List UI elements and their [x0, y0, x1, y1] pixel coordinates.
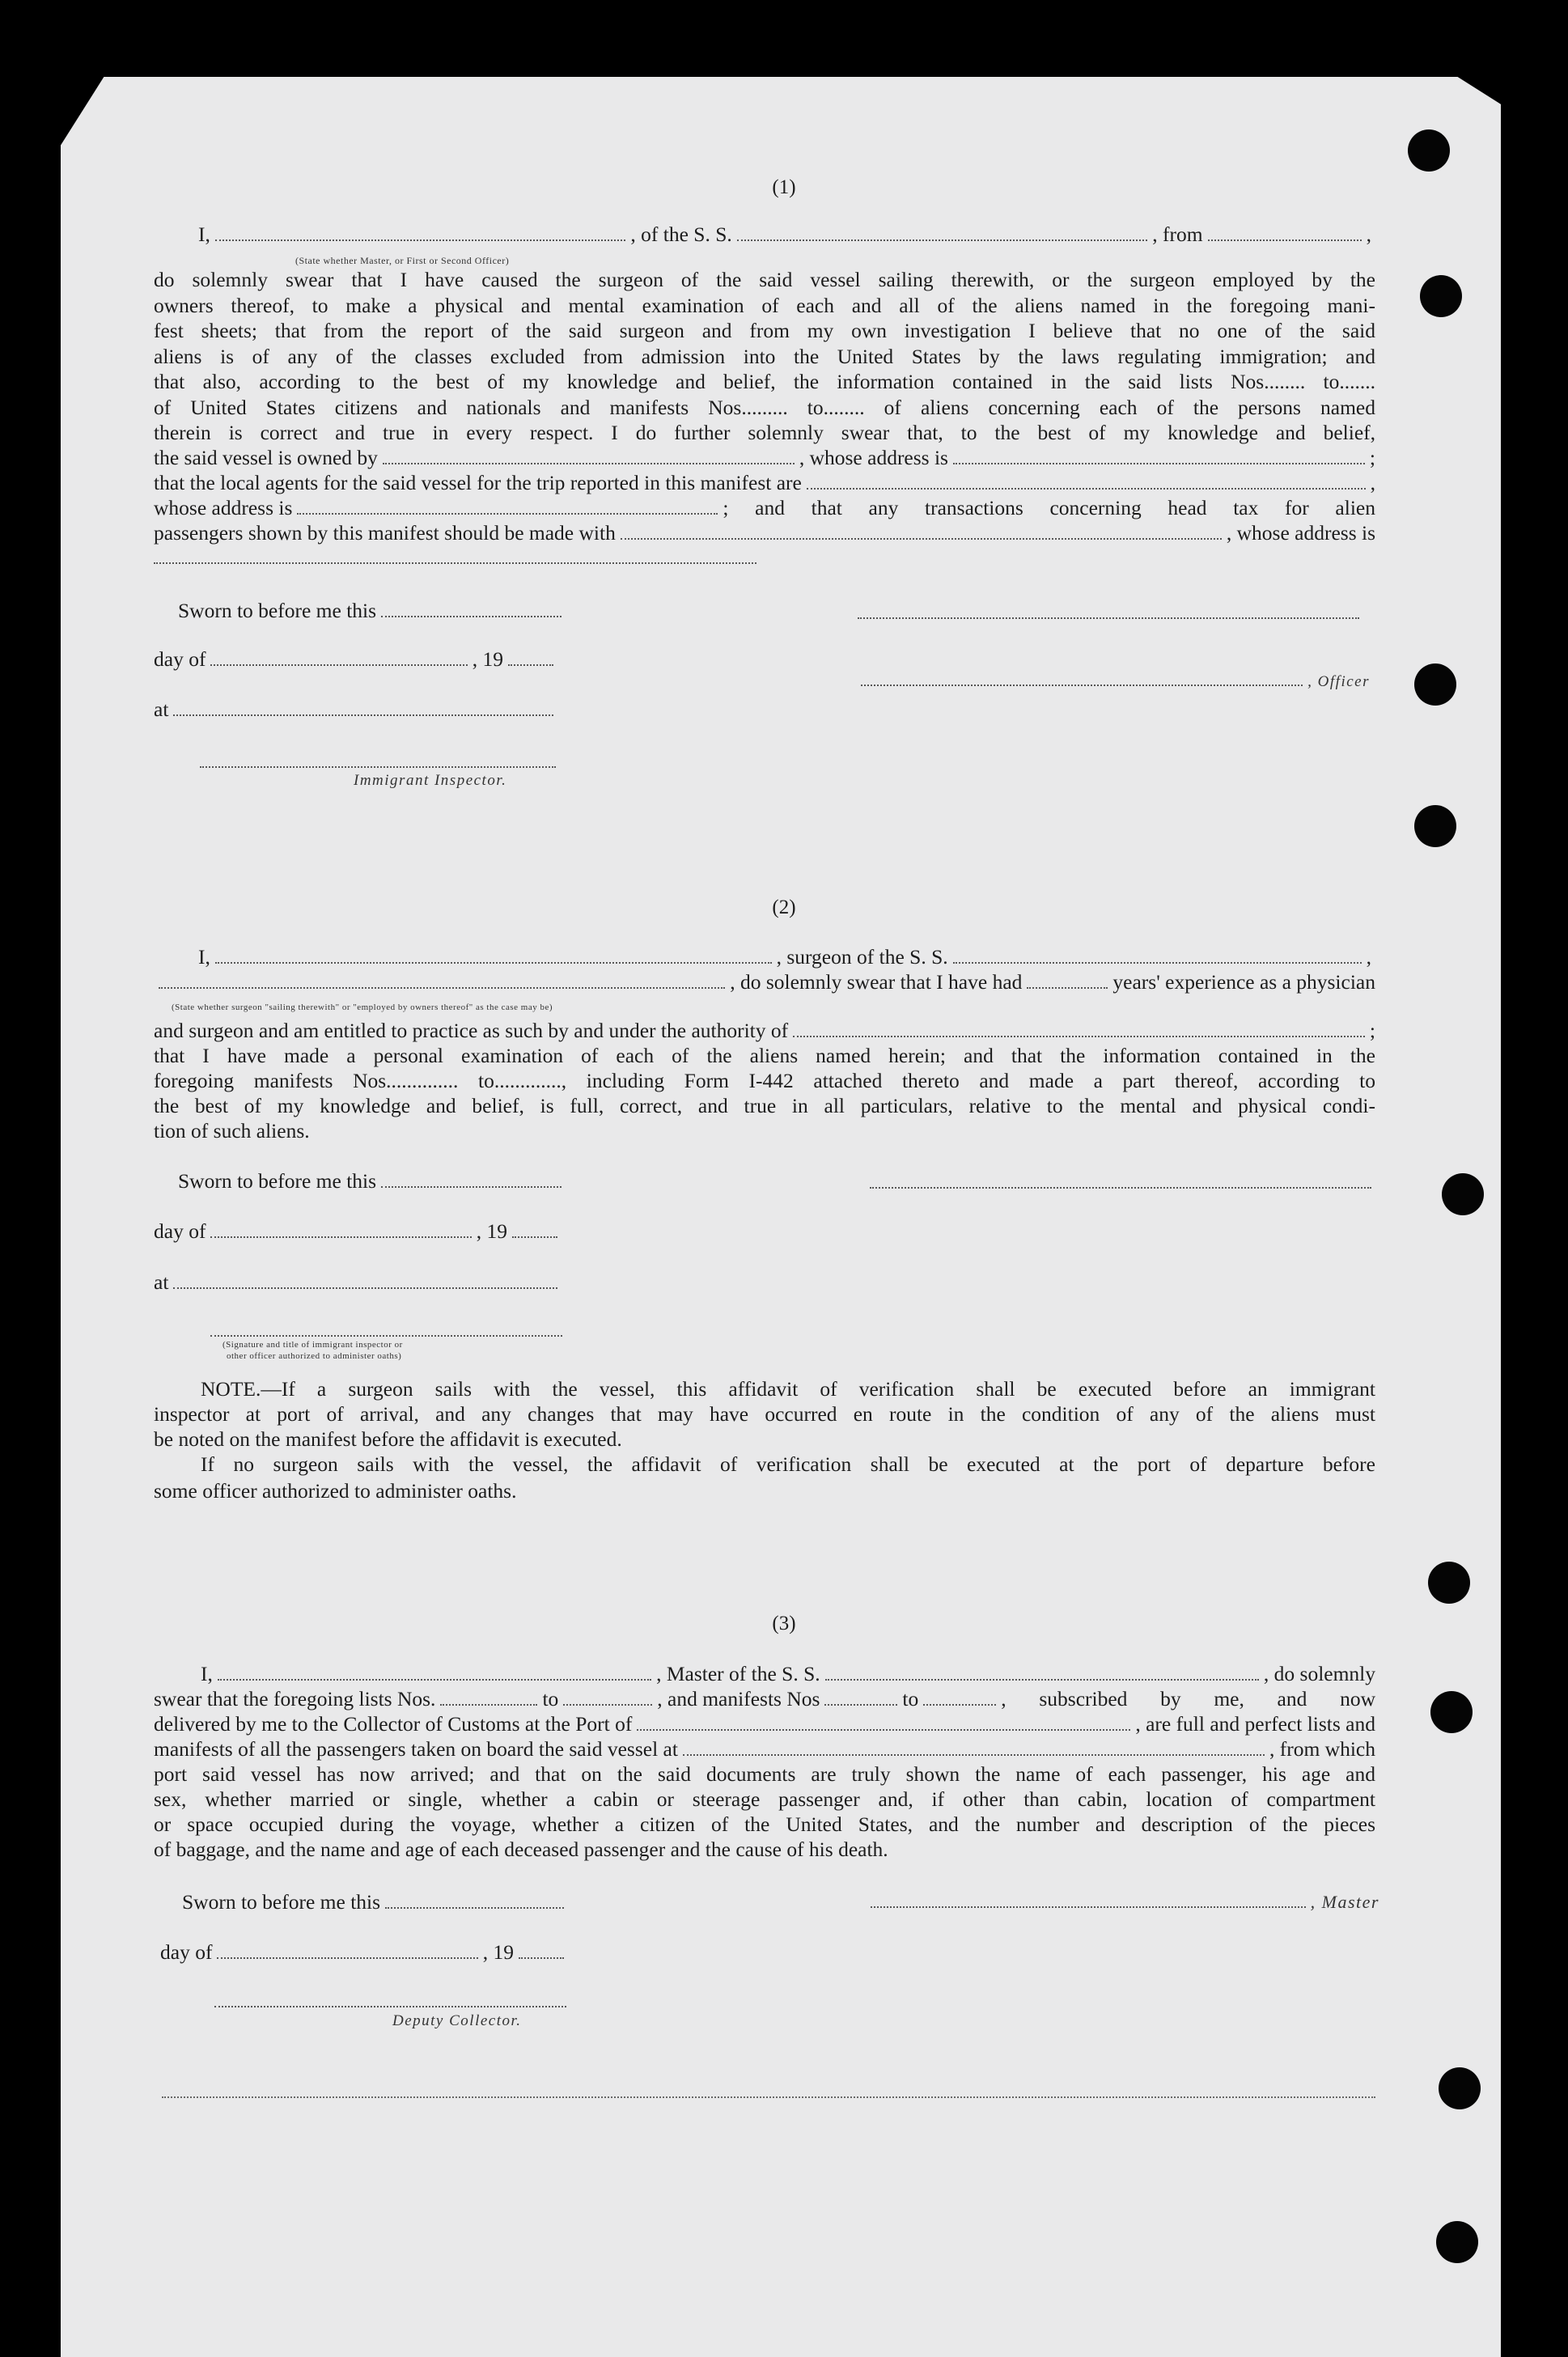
s2-text: I, [198, 945, 210, 969]
s2-text: , [1366, 945, 1371, 969]
oath-caption-2: other officer authorized to administer oaths) [227, 1351, 402, 1361]
s2-day-line [154, 1219, 562, 1244]
officer-signature-top[interactable] [858, 617, 1359, 619]
at-place-field[interactable] [173, 698, 553, 716]
s2-text: , do solemnly swear that I have had [730, 970, 1023, 994]
day-field[interactable] [210, 1220, 471, 1238]
s3-text: , are full and perfect lists and [1135, 1712, 1375, 1736]
s1-text: ; and that any transactions concerning head tax for alien [723, 496, 1375, 519]
punch-hole [1420, 275, 1462, 317]
s2-line-3 [154, 1019, 1375, 1043]
surgeon-caption: (State whether surgeon "sailing therewith" or "employed by owners thereof" as the case may be) [172, 1003, 553, 1012]
punch-hole [1414, 663, 1456, 706]
s2-text: , 19 [476, 1219, 507, 1243]
s1-day-line [154, 647, 558, 672]
s3-line-2 [154, 1687, 1375, 1711]
at-place-field[interactable] [173, 1271, 557, 1289]
s3-text-line: of baggage, and the name and age of each deceased passenger and the cause of his death. [154, 1838, 888, 1861]
s2-text-line: foregoing manifests Nos.............. to............., including Form I-442 attached thereto and made a part thereof, according to [154, 1069, 1375, 1092]
s1-line-1 [198, 223, 1371, 247]
note-line: some officer authorized to administer oaths. [154, 1479, 517, 1503]
oath-caption-1: (Signature and title of immigrant inspector or [222, 1340, 403, 1350]
s3-text: to [542, 1687, 559, 1711]
s1-text-line: therein is correct and true in every respect. I do further solemnly swear that, to the best of my knowledge and belief, [154, 421, 1375, 444]
master-name-field[interactable] [218, 1663, 651, 1681]
collector-signature-field[interactable] [214, 2006, 566, 2007]
head-tax-agent-field[interactable] [621, 522, 1222, 540]
s3-line-4 [154, 1737, 1375, 1761]
s1-text: Sworn to before me this [178, 599, 377, 622]
s3-text: I, [201, 1662, 213, 1685]
owner-address-field[interactable] [953, 447, 1365, 464]
punch-hole [1430, 1691, 1473, 1733]
surgeon-vessel-field[interactable] [953, 946, 1362, 964]
s1-text: I, [198, 223, 210, 246]
s1-text: , from [1152, 223, 1203, 246]
s3-text: delivered by me to the Collector of Customs at the Port of [154, 1712, 633, 1736]
officer-label: , Officer [1307, 673, 1370, 690]
s3-text: swear that the foregoing lists Nos. [154, 1687, 436, 1711]
s1-whose-line [154, 496, 1375, 520]
years-experience-field[interactable] [1027, 971, 1108, 989]
s2-text: at [154, 1270, 169, 1294]
s1-text-line: do solemnly swear that I have caused the surgeon of the said vessel sailing therewith, or the surgeon employed by the [154, 268, 1375, 291]
s1-agents-line [154, 471, 1375, 495]
s2-text: and surgeon and am entitled to practice as such by and under the authority of [154, 1019, 789, 1042]
s1-owner-line [154, 446, 1375, 470]
s1-text: the said vessel is owned by [154, 446, 378, 469]
owner-field[interactable] [383, 447, 795, 464]
sworn-date-field[interactable] [381, 1170, 562, 1188]
rank-caption: (State whether Master, or First or Second Officer) [295, 255, 510, 266]
s1-text: , of the S. S. [630, 223, 732, 246]
note-line: inspector at port of arrival, and any changes that may have occurred en route in the condition of any of the aliens must [154, 1402, 1375, 1426]
port-field[interactable] [637, 1713, 1130, 1731]
punch-hole [1442, 1173, 1484, 1215]
section-2-number: (2) [772, 897, 796, 918]
s1-text-line: fest sheets; that from the report of the said surgeon and from my own investigation I believe that no one of the said [154, 319, 1375, 342]
sworn-date-field[interactable] [381, 600, 562, 617]
year-field[interactable] [519, 1941, 564, 1959]
master-label: , Master [1310, 1892, 1379, 1912]
day-field[interactable] [210, 648, 467, 666]
s2-text-line: that I have made a personal examination of each of the aliens named herein; and that the information contained in the [154, 1044, 1375, 1067]
s1-passengers-line [154, 521, 1375, 545]
collector-label: Deputy Collector. [392, 2012, 522, 2029]
s1-text: , [1370, 471, 1375, 494]
s1-text: day of [154, 647, 206, 671]
s3-text: , subscribed by me, and now [1001, 1687, 1375, 1711]
s1-text: , whose address is [799, 446, 948, 469]
s2-line-2 [154, 970, 1375, 994]
section-1-number: (1) [772, 176, 796, 198]
s3-text: manifests of all the passengers taken on board the said vessel at [154, 1737, 678, 1761]
s1-text: ; [1369, 446, 1375, 469]
s3-text: Sworn to before me this [182, 1890, 381, 1914]
s3-text: day of [160, 1940, 213, 1964]
s2-at-line [154, 1270, 562, 1295]
note-line: NOTE.—If a surgeon sails with the vessel, this affidavit of verification shall be executed before an immigrant [201, 1377, 1375, 1401]
surgeon-status-field[interactable] [159, 971, 725, 989]
s3-sworn-line [182, 1890, 569, 1914]
punch-hole [1414, 805, 1456, 847]
s3-text: , and manifests Nos [657, 1687, 820, 1711]
s3-day-line [160, 1940, 569, 1965]
s1-text-line: owners thereof, to make a physical and mental examination of each and all of the aliens named in the foregoing mani- [154, 293, 1375, 317]
rank-field[interactable] [215, 223, 626, 241]
s3-text: , from which [1269, 1737, 1375, 1761]
s3-master-line [866, 1890, 1379, 1914]
s1-text-line: aliens is of any of the classes excluded from admission into the United States by the laws regulating immigration; and [154, 344, 1375, 368]
s1-paragraph [154, 268, 1375, 447]
manifests-from-field[interactable] [824, 1688, 897, 1706]
master-signature-field[interactable] [871, 1890, 1306, 1908]
s1-text-line: of United States citizens and nationals and manifests Nos......... to........ of aliens concerning each of the persons named [154, 395, 1375, 419]
s2-text-line: the best of my knowledge and belief, is full, correct, and true in all particulars, relative to the mental and physical condi- [154, 1094, 1375, 1117]
day-field[interactable] [217, 1941, 477, 1959]
s1-text-line: that also, according to the best of my knowledge and belief, the information contained in the said lists Nos........ to....... [154, 370, 1375, 393]
sworn-date-field[interactable] [385, 1891, 564, 1909]
surgeon-signature-field[interactable] [870, 1187, 1371, 1189]
s2-text: years' experience as a physician [1112, 970, 1375, 994]
s1-officer-line [856, 668, 1370, 694]
note-line: If no surgeon sails with the vessel, the affidavit of verification shall be executed at the port of departure before [201, 1452, 1375, 1476]
inspector-signature-field[interactable] [200, 766, 556, 768]
s1-text: whose address is [154, 496, 293, 519]
s2-text: day of [154, 1219, 206, 1243]
note-line: be noted on the manifest before the affidavit is executed. [154, 1427, 622, 1451]
s3-line-1 [201, 1662, 1375, 1686]
s3-text: , Master of the S. S. [656, 1662, 820, 1685]
s1-text: , [1366, 223, 1371, 246]
departure-port-field[interactable] [683, 1738, 1265, 1756]
s1-text: at [154, 697, 169, 721]
agents-field[interactable] [807, 472, 1366, 490]
agents-address-field[interactable] [297, 497, 718, 515]
head-tax-address-field[interactable] [154, 562, 756, 564]
s2-text: Sworn to before me this [178, 1169, 377, 1193]
s3-text-line: or space occupied during the voyage, whether a citizen of the United States, and the number and description of the pieces [154, 1812, 1375, 1836]
lists-from-field[interactable] [440, 1688, 537, 1706]
s1-text: , 19 [472, 647, 503, 671]
master-vessel-field[interactable] [825, 1663, 1259, 1681]
year-field[interactable] [512, 1220, 557, 1238]
s2-text: , surgeon of the S. S. [776, 945, 948, 969]
s2-sworn-line [178, 1169, 566, 1193]
bottom-rule [162, 2096, 1375, 2098]
s2-line-1 [198, 945, 1371, 969]
s3-text: , do solemnly [1263, 1662, 1376, 1685]
s3-text-line: port said vessel has now arrived; and that on the said documents are truly shown the name of each passenger, his age and [154, 1762, 1375, 1786]
surgeon-name-field[interactable] [215, 946, 772, 964]
s3-text-line: sex, whether married or single, whether a cabin or steerage passenger and, if other than cabin, location of compartment [154, 1787, 1375, 1811]
s1-at-line [154, 697, 558, 722]
section-3-number: (3) [772, 1613, 796, 1634]
lists-to-field[interactable] [563, 1688, 652, 1706]
authority-field[interactable] [793, 1020, 1365, 1037]
s3-text: to [902, 1687, 919, 1711]
s1-text: , whose address is [1226, 521, 1375, 545]
vessel-name-field[interactable] [737, 223, 1148, 241]
punch-hole [1408, 129, 1450, 172]
s1-text: passengers shown by this manifest should be made with [154, 521, 616, 545]
year-field[interactable] [508, 648, 553, 666]
punch-hole [1436, 2221, 1478, 2263]
s1-sworn-line [178, 599, 566, 623]
s3-text: , 19 [482, 1940, 514, 1964]
manifests-to-field[interactable] [923, 1688, 996, 1706]
officer-signature-field[interactable] [861, 668, 1303, 686]
s2-text-line: tion of such aliens. [154, 1119, 310, 1142]
inspector-label: Immigrant Inspector. [354, 772, 507, 789]
s3-line-3 [154, 1712, 1375, 1736]
from-port-field[interactable] [1208, 223, 1362, 241]
punch-hole [1439, 2067, 1481, 2109]
punch-hole [1428, 1562, 1470, 1604]
s2-text: ; [1369, 1019, 1375, 1042]
oath-officer-signature-field[interactable] [210, 1335, 562, 1337]
s1-text: that the local agents for the said vessel for the trip reported in this manifest are [154, 471, 802, 494]
